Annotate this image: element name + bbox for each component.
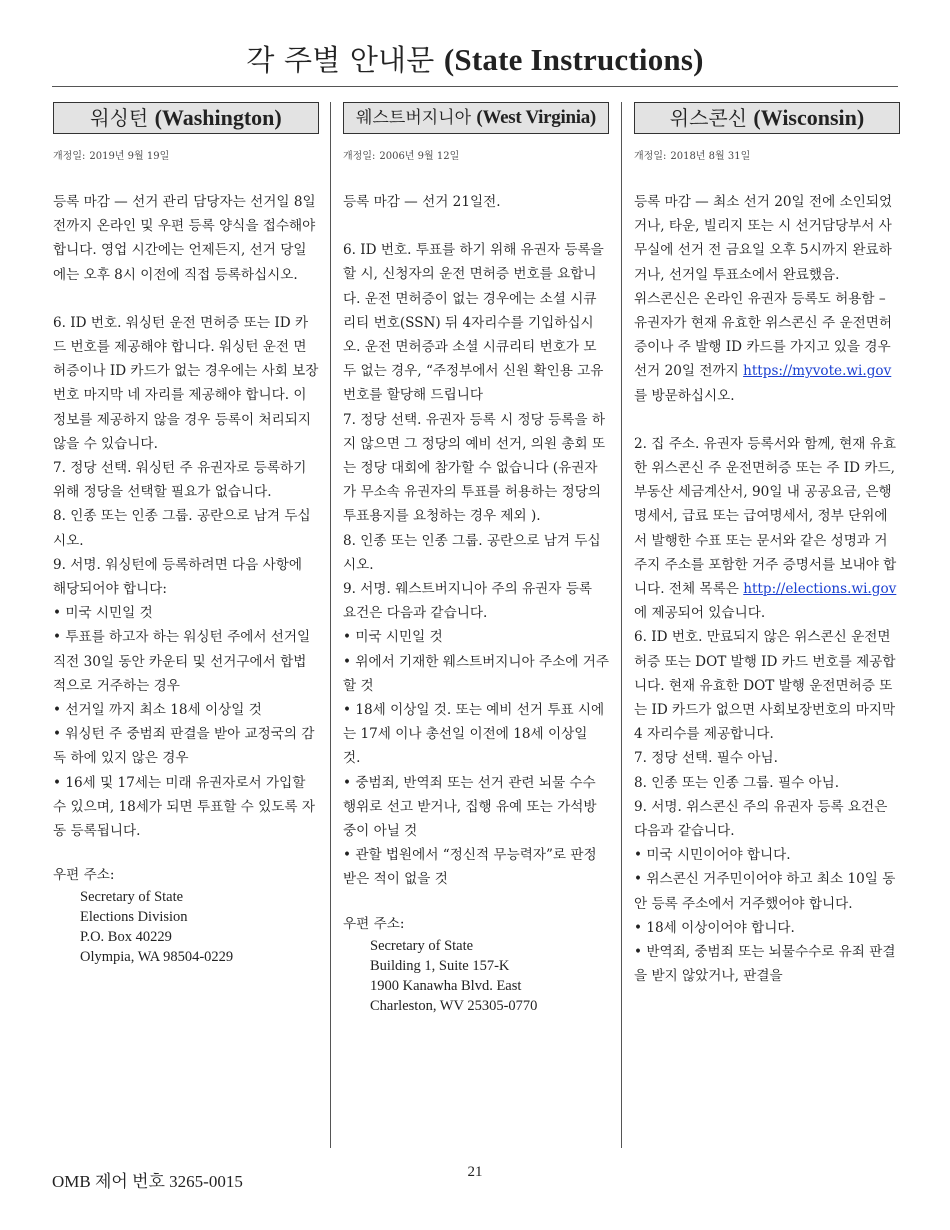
requirement-bullet: • 위스콘신 거주민이어야 하고 최소 10일 동안 등록 주소에서 거주했어야 합니다. <box>634 871 896 912</box>
requirement-bullet: • 중범죄, 반역죄 또는 선거 관련 뇌물 수수 행위로 선고 받거나, 집행 유예 또는 가석방 중이 아닐 것 <box>343 774 597 840</box>
address-line: Secretary of State <box>370 937 474 954</box>
myvote-link[interactable]: https://myvote.wi.gov <box>743 363 892 380</box>
elections-link[interactable]: http://elections.wi.gov <box>743 581 897 598</box>
page-title-en: (State Instructions) <box>443 42 704 77</box>
address-line: Elections Division <box>80 909 188 926</box>
state-column-washington <box>53 102 319 967</box>
revision-label: 개정일: <box>53 151 86 162</box>
requirement-bullet: • 16세 및 17세는 미래 유권자로서 가입할 수 있으며, 18세가 되면 투표할 수 있도록 자동 등록됩니다. <box>53 774 315 840</box>
home-address-text: 2. 집 주소. 유권자 등록서와 함께, 현재 유효한 위스콘신 주 운전면허증 또는 주 ID 카드, 부동산 세금계산서, 90일 내 공공요금, 은행 명세서, 급료 또는 급여명세서, 정부 단위에서 발행한 수표 또는 문서와 같은 성명과 거주지 주소를 포함한 거주 증명서를 보내야 합니다. 전체 목록은 <box>634 435 897 598</box>
instruction-item: 9. 서명. 위스콘신 주의 유권자 등록 요건은 다음과 같습니다. <box>634 798 888 840</box>
state-instructions <box>343 190 609 1016</box>
requirement-bullet: • 워싱턴 주 중범죄 판결을 받아 교정국의 감독 하에 있지 않은 경우 <box>53 726 315 767</box>
title-divider <box>52 86 898 87</box>
mailing-address <box>343 936 609 1016</box>
requirement-bullet: • 투표를 하고자 하는 워싱턴 주에서 선거일 직전 30일 동안 카운티 및 선거구에서 합법적으로 거주하는 경우 <box>53 629 311 694</box>
instruction-item-home-address <box>634 432 900 626</box>
state-name-ko: 위스콘신 <box>669 106 748 130</box>
address-line: P.O. Box 40229 <box>80 929 172 946</box>
registration-deadline: 등록 마감 — 최소 선거 20일 전에 소인되었거나, 타운, 빌리지 또는 시 선거담당부서 사무실에 선거 전 금요일 오후 5시까지 완료하거나, 선거일 투표소에서 완료했음. <box>634 194 893 283</box>
state-name-ko: 워싱턴 <box>90 106 149 130</box>
revision-value: 2019년 9월 19일 <box>89 151 170 162</box>
requirement-bullet: • 미국 시민이어야 합니다. <box>634 847 791 864</box>
requirement-bullet: • 위에서 기재한 웨스트버지니아 주소에 거주할 것 <box>343 653 609 694</box>
mailing-address <box>53 887 319 967</box>
requirement-bullet: • 미국 시민일 것 <box>343 629 443 646</box>
instruction-item: 6. ID 번호. 워싱턴 운전 면허증 또는 ID 카드 번호를 제공해야 합니다. 워싱턴 운전 면허증이나 ID 카드가 없는 경우에는 사회 보장 번호 마지막 네 자리를 제공해야 합니다. 이 정보를 제공하지 않을 경우 등록이 처리되지 않을 수 있습니다. <box>53 314 319 452</box>
address-line: Secretary of State <box>80 889 184 906</box>
instruction-item: 8. 인종 또는 인종 그룹. 공란으로 남겨 두십시오. <box>53 508 311 549</box>
revision-value: 2006년 9월 12일 <box>379 151 460 162</box>
requirement-bullet: • 선거일 까지 최소 18세 이상일 것 <box>53 702 262 719</box>
page-title <box>52 38 898 82</box>
state-heading <box>343 102 609 134</box>
revision-label: 개정일: <box>343 151 376 162</box>
address-line: Olympia, WA 98504-0229 <box>80 949 234 966</box>
revision-date <box>53 150 319 164</box>
online-registration-suffix: 를 방문하십시오. <box>634 387 735 404</box>
state-instructions <box>53 190 319 967</box>
requirement-bullet: • 관할 법원에서 “정신적 무능력자”로 판정받은 적이 없을 것 <box>343 847 597 888</box>
revision-value: 2018년 8월 31일 <box>670 151 751 162</box>
column-divider <box>621 102 622 1148</box>
requirement-bullet: • 18세 이상이어야 합니다. <box>634 919 795 936</box>
instruction-item: 6. ID 번호. 만료되지 않은 위스콘신 운전면허증 또는 DOT 발행 ID 카드 번호를 제공합니다. 현재 유효한 DOT 발행 운전면허증 또는 ID 카드가 없으면 사회보장번호의 마지막 4 자리수를 제공합니다. <box>634 629 896 743</box>
instruction-item: 7. 정당 선택. 필수 아님. <box>634 750 778 767</box>
requirement-bullet: • 18세 이상일 것. 또는 예비 선거 투표 시에는 17세 이나 총선일 이전에 18세 이상일 것. <box>343 702 605 767</box>
state-heading <box>634 102 900 134</box>
instruction-item: 9. 서명. 워싱턴에 등록하려면 다음 사항에 해당되어야 합니다: <box>53 556 302 598</box>
column-divider <box>330 102 331 1148</box>
state-column-wisconsin <box>634 102 900 989</box>
address-line: Building 1, Suite 157-K <box>370 957 510 974</box>
instruction-item: 7. 정당 선택. 워싱턴 주 유권자로 등록하기 위해 정당을 선택할 필요가 없습니다. <box>53 460 307 501</box>
state-instructions <box>634 190 900 989</box>
state-name-en: (West Virginia) <box>476 107 596 128</box>
revision-date <box>634 150 900 164</box>
state-heading <box>53 102 319 134</box>
instruction-item: 8. 인종 또는 인종 그룹. 필수 아님. <box>634 774 840 791</box>
omb-control-number: OMB 제어 번호 3265-0015 <box>52 1172 243 1191</box>
registration-deadline: 등록 마감 — 선거 21일전. <box>343 194 501 210</box>
registration-deadline: 등록 마감 — 선거 관리 담당자는 선거일 8일 전까지 온라인 및 우편 등록 양식을 접수해야 합니다. 영업 시간에는 언제든지, 선거 당일에는 오후 8시 이전에 직접 등록하십시오. <box>53 194 316 283</box>
revision-date <box>343 150 609 164</box>
page-number: 21 <box>467 1164 483 1180</box>
home-address-suffix: 에 제공되어 있습니다. <box>634 605 766 622</box>
mailing-address-label: 우편 주소: <box>343 915 405 932</box>
requirement-bullet: • 미국 시민일 것 <box>53 605 153 622</box>
instruction-item: 6. ID 번호. 투표를 하기 위해 유권자 등록을 할 시, 신청자의 운전 면허증 번호를 요합니다. 운전 면허증이 없는 경우에는 소셜 시큐리티 번호(SSN) 뒤 4자리수를 기입하십시오. 운전 면허증과 소셜 시큐리티 번호가 모두 없는 경우, “주정부에서 신원 확인용 고유 번호를 할당해 드립니다 <box>343 242 604 404</box>
state-column-west-virginia <box>343 102 609 1016</box>
mailing-address-label: 우편 주소: <box>53 867 115 884</box>
requirement-bullet: • 반역죄, 중범죄 또는 뇌물수수로 유죄 판결을 받지 않았거나, 판결을 <box>634 944 896 985</box>
online-registration <box>634 287 900 408</box>
state-name-en: (Wisconsin) <box>753 105 865 130</box>
instruction-item: 9. 서명. 웨스트버지니아 주의 유권자 등록 요건은 다음과 같습니다. <box>343 581 592 622</box>
page-title-ko: 각 주별 안내문 <box>246 43 435 77</box>
revision-label: 개정일: <box>634 151 667 162</box>
instruction-item: 8. 인종 또는 인종 그룹. 공란으로 남겨 두십시오. <box>343 532 601 573</box>
address-line: Charleston, WV 25305-0770 <box>370 997 538 1014</box>
address-line: 1900 Kanawha Blvd. East <box>370 977 522 994</box>
instruction-item: 7. 정당 선택. 유권자 등록 시 정당 등록을 하지 않으면 그 정당의 예비 선거, 의원 총회 또는 정당 대회에 참가할 수 없습니다 (유권자가 무소속 유권자의 투표를 허용하는 정당의 투표용지를 요청하는 경우 제외 ). <box>343 411 606 525</box>
online-registration-text: 위스콘신은 온라인 유권자 등록도 허용함 – 유권자가 현재 유효한 위스콘신 주 운전면허증이나 주 발행 ID 카드를 가지고 있을 경우 선거 20일 전까지 <box>634 290 892 380</box>
state-name-en: (Washington) <box>154 105 282 130</box>
state-name-ko: 웨스트버지니아 <box>356 108 472 128</box>
